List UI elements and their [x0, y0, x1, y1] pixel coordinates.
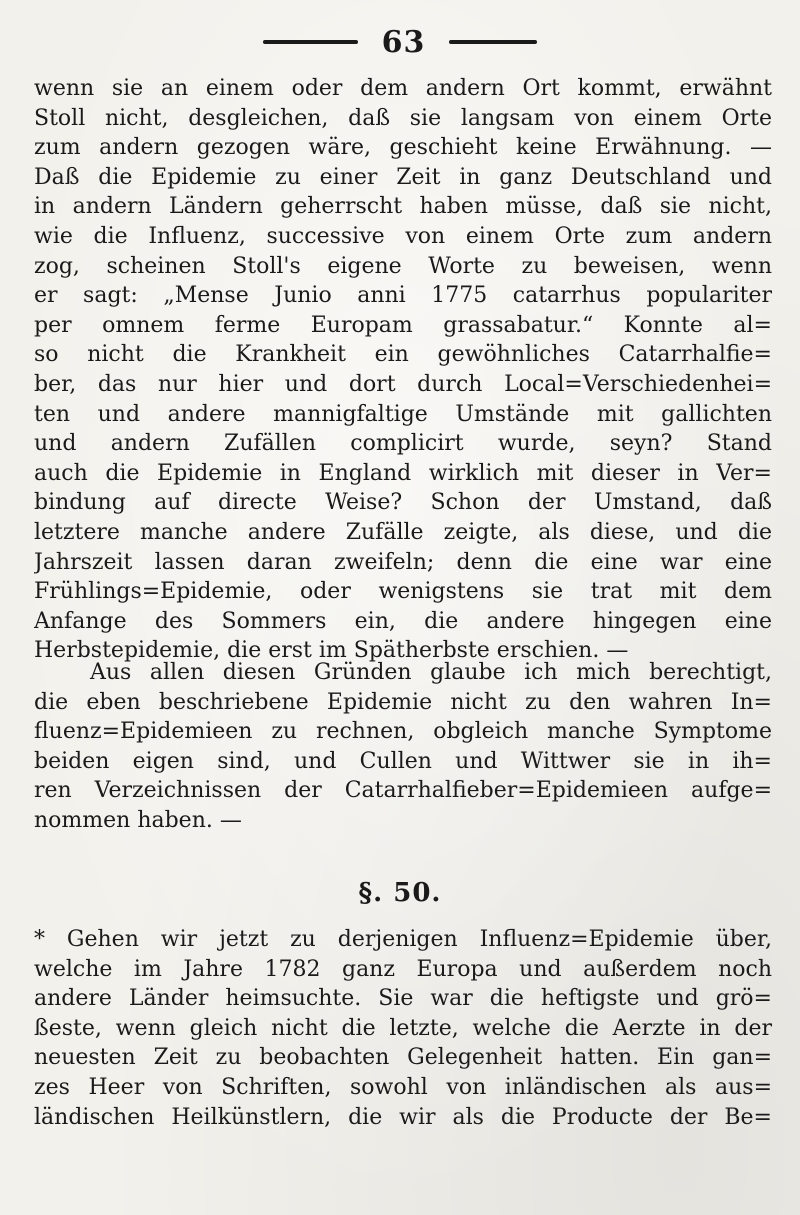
- text-line: letztere manche andere Zufälle zeigte, als diese, und die: [34, 519, 772, 545]
- text-line: bindung auf directe Weise? Schon der Umstand, daß: [34, 490, 772, 516]
- text-line: Daß die Epidemie zu einer Zeit in ganz Deutschland und: [34, 164, 772, 190]
- text-line: ren Verzeichnissen der Catarrhalfieber=Epidemieen aufge=: [34, 778, 772, 804]
- text-line: in andern Ländern geherrscht haben müsse, daß sie nicht,: [34, 194, 772, 220]
- text-line: Stoll nicht, desgleichen, daß sie langsam von einem Orte: [34, 105, 772, 131]
- paragraph-1: [34, 74, 772, 666]
- text-line: zog, scheinen Stoll's eigene Worte zu beweisen, wenn: [34, 253, 772, 279]
- text-line: ber, das nur hier und dort durch Local=Verschiedenhei=: [34, 371, 772, 397]
- text-line: ländischen Heilkünstlern, die wir als die Producte der Be=: [34, 1104, 772, 1130]
- text-line: * Gehen wir jetzt zu derjenigen Influenz=Epidemie über,: [34, 927, 772, 952]
- text-line: neuesten Zeit zu beobachten Gelegenheit hatten. Ein gan=: [34, 1045, 772, 1071]
- text-line: wie die Influenz, successive von einem Orte zum andern: [34, 223, 772, 249]
- text-line: er sagt: „Mense Junio anni 1775 catarrhus populariter: [34, 283, 772, 309]
- text-line: wenn sie an einem oder dem andern Ort kommt, erwähnt: [34, 76, 772, 101]
- section-heading: §. 50.: [358, 878, 442, 908]
- text-line: ßeste, wenn gleich nicht die letzte, welche die Aerzte in der: [34, 1015, 772, 1041]
- text-line: auch die Epidemie in England wirklich mit dieser in Ver=: [34, 460, 772, 486]
- page-header: [0, 22, 800, 62]
- page-number: 63: [381, 24, 426, 60]
- text-line: Frühlings=Epidemie, oder wenigstens sie trat mit dem: [34, 579, 772, 605]
- header-rule-left: [263, 40, 358, 44]
- header-rule-right: [449, 40, 537, 44]
- text-line: zum andern gezogen wäre, geschieht keine Erwähnung. —: [34, 135, 772, 161]
- text-line: welche im Jahre 1782 ganz Europa und außerdem noch: [34, 956, 772, 982]
- text-line: so nicht die Krankheit ein gewöhnliches Catarrhalfie=: [34, 342, 772, 368]
- text-line: ten und andere mannigfaltige Umstände mit gallichten: [34, 401, 772, 427]
- paragraph-3: [34, 925, 772, 1132]
- text-line: zes Heer von Schriften, sowohl von inländischen als aus=: [34, 1074, 772, 1100]
- text-line: Jahrszeit lassen daran zweifeln; denn die eine war eine: [34, 549, 772, 575]
- text-line: fluenz=Epidemieen zu rechnen, obgleich manche Symptome: [34, 719, 772, 745]
- text-line: die eben beschriebene Epidemie nicht zu den wahren In=: [34, 689, 772, 715]
- text-line: andere Länder heimsuchte. Sie war die heftigste und grö=: [34, 986, 772, 1012]
- text-line: nommen haben. —: [34, 807, 242, 833]
- text-line: Herbstepidemie, die erst im Spätherbste erschien. —: [34, 638, 629, 664]
- text-line: per omnem ferme Europam grassabatur.“ Konnte al=: [34, 312, 772, 338]
- text-line: und andern Zufällen complicirt wurde, seyn? Stand: [34, 431, 772, 457]
- text-line: beiden eigen sind, und Cullen und Wittwer sie in ih=: [34, 748, 772, 774]
- text-line: Aus allen diesen Gründen glaube ich mich berechtigt,: [90, 660, 772, 685]
- text-line: Anfange des Sommers ein, die andere hingegen eine: [34, 608, 772, 634]
- paragraph-2: [34, 658, 772, 836]
